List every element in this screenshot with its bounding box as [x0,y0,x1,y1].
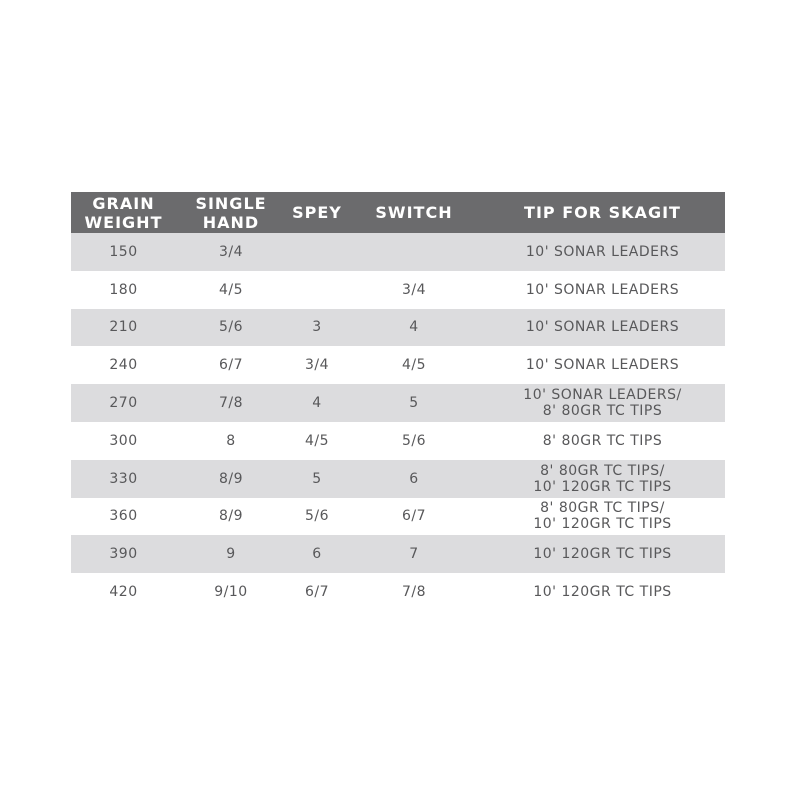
grain-weight-cell: 180 [109,281,138,298]
spey-cell: 5/6 [304,508,330,525]
table-row [71,573,725,611]
tip-line: 10' SONAR LEADERS/ [523,387,682,404]
header-switch: SWITCH [348,192,480,233]
single-hand-cell: 9 [176,535,286,573]
spey-cell: 6 [286,535,348,573]
switch-cell: 5/6 [401,432,427,449]
grain-weight-cell: 420 [109,584,138,601]
table-row [71,535,725,573]
tip-line: 8' 80GR TC TIPS/ [540,462,665,479]
single-hand-cell: 7/8 [176,384,286,422]
tip-line: 8' 80GR TC TIPS [542,432,663,449]
table-row [71,233,725,271]
single-hand-cell: 8/9 [218,508,244,525]
table-row [71,346,725,384]
single-hand-cell: 4/5 [218,281,244,298]
spey-cell: 6/7 [304,584,330,601]
spey-cell [286,233,348,271]
tip-line: 10' SONAR LEADERS [525,281,680,298]
single-hand-cell: 8/9 [176,460,286,498]
switch-cell: 6/7 [401,508,427,525]
tip-line: 10' SONAR LEADERS [525,319,680,336]
grain-weight-cell: 360 [109,508,138,525]
switch-cell: 5 [348,384,480,422]
tip-line: 10' SONAR LEADERS [525,243,680,260]
single-hand-cell: 6/7 [218,357,244,374]
switch-cell: 4 [348,309,480,347]
switch-cell: 7/8 [401,584,427,601]
single-hand-cell: 8 [226,432,236,449]
spey-cell: 5 [286,460,348,498]
tip-line: 8' 80GR TC TIPS [542,403,663,420]
tip-line: 10' 120GR TC TIPS [533,478,672,495]
table-body [71,233,725,611]
header-grain-weight: GRAIN WEIGHT [71,192,176,233]
tip-line: 10' SONAR LEADERS [525,357,680,374]
tip-for-skagit-cell [480,346,725,384]
tip-for-skagit-cell [480,460,725,498]
single-hand-cell: 9/10 [214,584,248,601]
spey-cell: 3 [286,309,348,347]
switch-cell: 6 [348,460,480,498]
tip-for-skagit-cell [480,309,725,347]
tip-for-skagit-cell [480,422,725,460]
spey-cell: 4 [286,384,348,422]
tip-line: 10' 120GR TC TIPS [533,584,672,601]
tip-for-skagit-cell [480,535,725,573]
table-row [71,460,725,498]
single-hand-cell: 3/4 [176,233,286,271]
tip-for-skagit-cell [480,573,725,611]
grain-weight-cell: 150 [71,233,176,271]
line-chart-table [71,192,725,611]
header-spey: SPEY [286,192,348,233]
tip-line: 8' 80GR TC TIPS/ [540,500,665,517]
tip-for-skagit-cell [480,498,725,536]
switch-cell [348,233,480,271]
header-single-hand: SINGLE HAND [176,192,286,233]
tip-line: 10' 120GR TC TIPS [533,546,672,563]
switch-cell: 4/5 [401,357,427,374]
grain-weight-cell: 390 [71,535,176,573]
switch-cell: 7 [348,535,480,573]
single-hand-cell: 5/6 [176,309,286,347]
grain-weight-cell: 300 [109,432,138,449]
grain-weight-cell: 270 [71,384,176,422]
table-row [71,422,725,460]
table-row [71,309,725,347]
header-tip-for-skagit: TIP FOR SKAGIT [480,192,725,233]
tip-for-skagit-cell [480,233,725,271]
grain-weight-cell: 330 [71,460,176,498]
grain-weight-cell: 240 [109,357,138,374]
header-row [71,192,725,233]
grain-weight-cell: 210 [71,309,176,347]
switch-cell: 3/4 [401,281,427,298]
spey-cell [286,271,348,309]
spey-cell: 3/4 [304,357,330,374]
table-row [71,498,725,536]
table-row [71,384,725,422]
table-row [71,271,725,309]
tip-line: 10' 120GR TC TIPS [533,516,672,533]
tip-for-skagit-cell [480,271,725,309]
tip-for-skagit-cell [480,384,725,422]
spey-cell: 4/5 [304,432,330,449]
